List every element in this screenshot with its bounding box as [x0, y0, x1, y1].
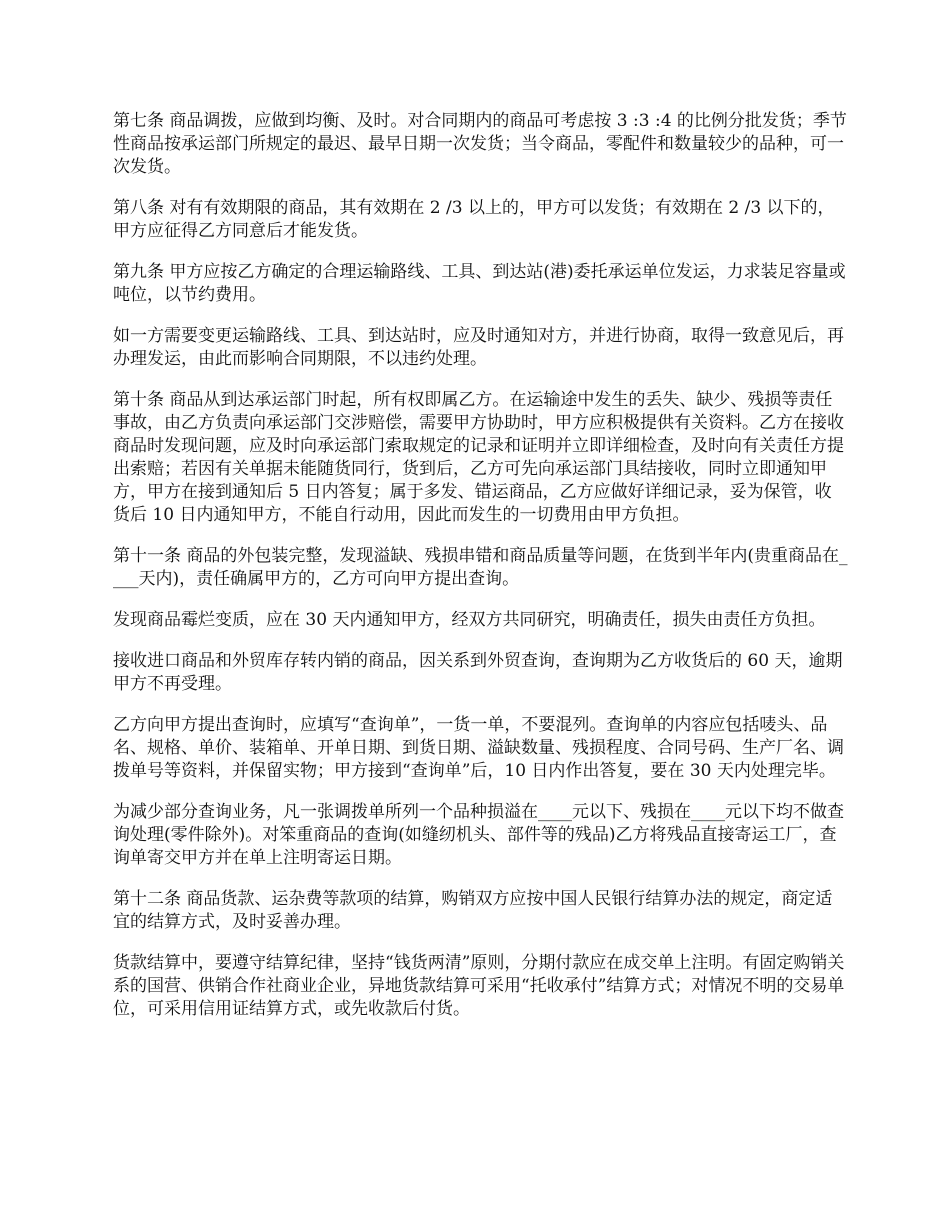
import-goods-paragraph: 接收进口商品和外贸库存转内销的商品，因关系到外贸查询，查询期为乙方收货后的 60 天，逾期甲方不再受理。 [113, 651, 843, 694]
document-page [113, 110, 848, 1039]
settlement-paragraph: 货款结算中，要遵守结算纪律，坚持“钱货两清”原则，分期付款应在成交单上注明。有固定购销关系的国营、供销合作社商业企业，异地货款结算可采用“托收承付”结算方式；对情况不明的交易单位，可采用信用证结算方式，或先收款后付货。 [113, 953, 845, 1019]
article-12-paragraph: 第十二条 商品货款、运杂费等款项的结算，购销双方应按中国人民银行结算办法的规定，商定适宜的结算方式，及时妥善办理。 [113, 889, 833, 932]
spoilage-paragraph: 发现商品霉烂变质，应在 30 天内通知甲方，经双方共同研究，明确责任，损失由责任方负担。 [113, 610, 826, 630]
article-11-paragraph: 第十一条 商品的外包装完整，发现溢缺、残损串错和商品质量等问题，在货到半年内(贵重商品在____天内)，责任确属甲方的，乙方可向甲方提出查询。 [113, 546, 848, 589]
route-change-paragraph: 如一方需要变更运输路线、工具、到达站时，应及时通知对方，并进行协商，取得一致意见后，再办理发运，由此而影响合同期限，不以违约处理。 [113, 326, 844, 369]
inquiry-reduction-paragraph: 为减少部分查询业务，凡一张调拨单所列一个品种损溢在____元以下、残损在____元以下均不做查询处理(零件除外)。对笨重商品的查询(如缝纫机头、部件等的残品)乙方将残品直接寄运工厂，查询单寄交甲方并在单上注明寄运日期。 [113, 802, 844, 868]
article-10-paragraph: 第十条 商品从到达承运部门时起，所有权即属乙方。在运输途中发生的丢失、缺少、残损等责任事故，由乙方负责向承运部门交涉赔偿，需要甲方协助时，甲方应积极提供有关资料。乙方在接收商品时发现问题，应及时向承运部门索取规定的记录和证明并立即详细检查，及时向有关责任方提出索赔；若因有关单据未能随货同行，货到后，乙方可先向承运部门具结接收，同时立即通知甲方，甲方在接到通知后 5 日内答复；属于多发、错运商品，乙方应做好详细记录，妥为保管，收货后 10 日内通知甲方，不能自行动用，因此而发生的一切费用由甲方负担。 [113, 390, 844, 525]
article-7-paragraph: 第七条 商品调拨，应做到均衡、及时。对合同期内的商品可考虑按 3 :3 :4 的比例分批发货；季节性商品按承运部门所规定的最迟、最早日期一次发货；当令商品，零配件和数量较少的品种，可一次发货。 [113, 111, 847, 177]
article-9-paragraph: 第九条 甲方应按乙方确定的合理运输路线、工具、到达站(港)委托承运单位发运，力求装足容量或吨位，以节约费用。 [113, 262, 846, 305]
article-8-paragraph: 第八条 对有有效期限的商品，其有效期在 2 /3 以上的，甲方可以发货；有效期在 2 /3 以下的，甲方应征得乙方同意后才能发货。 [113, 198, 835, 241]
inquiry-form-paragraph: 乙方向甲方提出查询时，应填写“查询单”，一货一单，不要混列。查询单的内容应包括唛头、品名、规格、单价、装箱单、开单日期、到货日期、溢缺数量、残损程度、合同号码、生产厂名、调拨单号等资料，并保留实物；甲方接到“查询单”后，10 日内作出答复，要在 30 天内处理完毕。 [113, 715, 844, 781]
